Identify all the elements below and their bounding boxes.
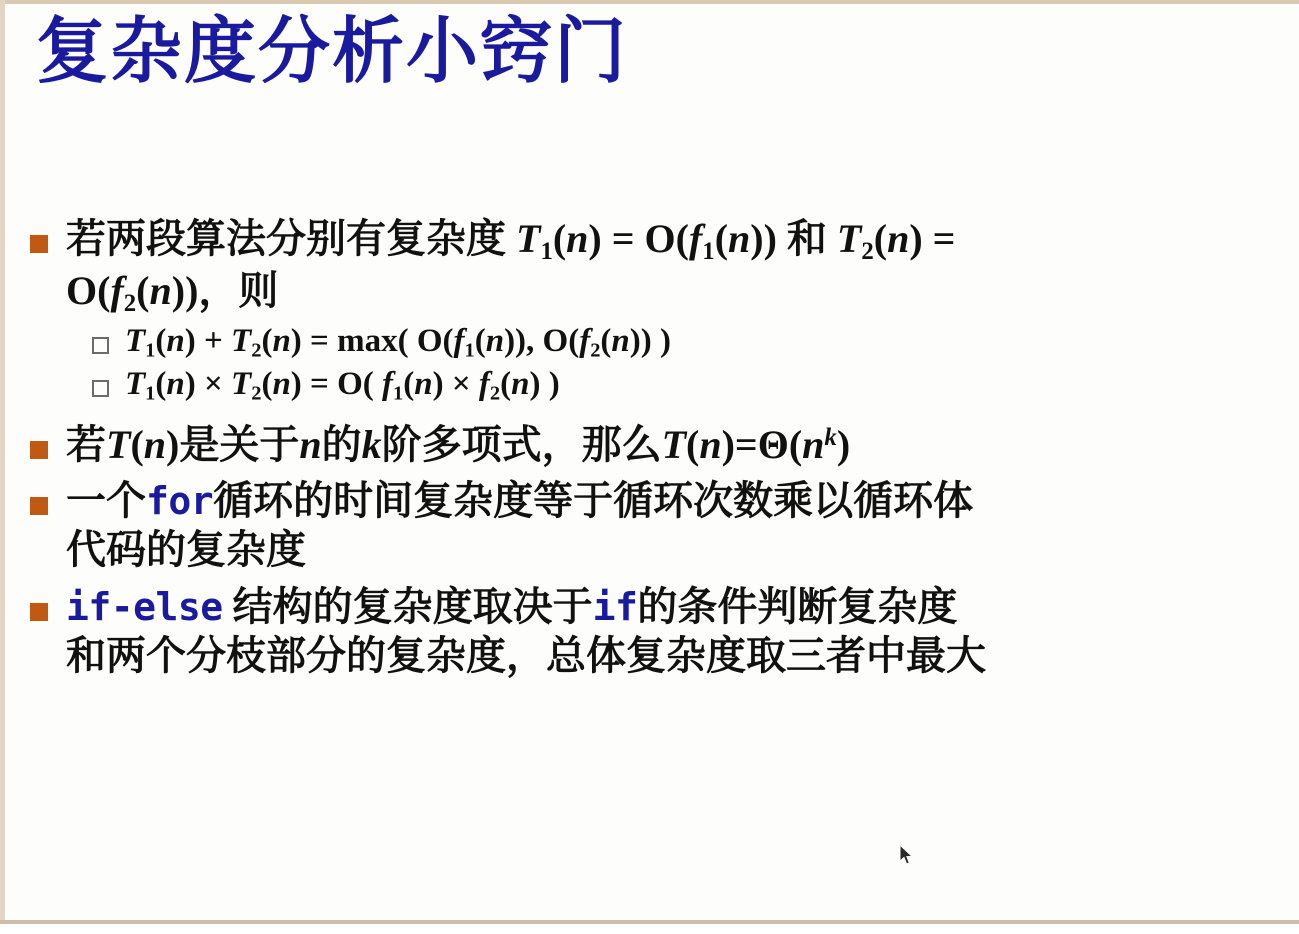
bullet-complexity-sum-text: 若两段算法分别有复杂度 $T_1(n) = O(f_1(n))$ 和 $T_2(n)$ = $O(f_2(n))$，则 xyxy=(66,216,956,318)
sub-sum-rule xyxy=(92,321,1289,364)
bullet-marker-square-icon xyxy=(30,235,48,253)
bullet-polynomial xyxy=(30,421,1289,470)
bullet-complexity-sum xyxy=(30,215,1289,319)
bullet-for-loop-text: 一个for循环的时间复杂度等于循环次数乘以循环体 代码的复杂度 xyxy=(66,478,974,574)
sub-product-rule-text: $T_1(n) \times T_2(n) = O$( $f_1(n) \times f_2(n)$ ) xyxy=(125,366,560,405)
bullet-if-else-text: if-else 结构的复杂度取决于if的条件判断复杂度 和两个分枝部分的复杂度，总体复杂度取三者中最大 xyxy=(66,584,986,679)
bullet-marker-square-icon xyxy=(30,497,48,515)
bullet-for-loop xyxy=(30,477,1289,575)
sub-bullet-marker-icon xyxy=(92,380,109,397)
sub-sum-rule-text: $T_1(n) + T_2(n) = \max$( $O(f_1(n))$, $O(f_2(n))$ ) xyxy=(125,323,671,363)
slide-body xyxy=(30,215,1289,683)
slide-left-border xyxy=(0,0,5,934)
mouse-cursor-icon xyxy=(900,845,914,865)
sub-product-rule xyxy=(92,364,1289,407)
slide-top-border xyxy=(0,0,1299,4)
sub-bullet-marker-icon xyxy=(92,337,109,354)
slide-title: 复杂度分析小窍门 xyxy=(36,9,629,93)
bullet-if-else xyxy=(30,583,1289,681)
slide-bottom-margin xyxy=(0,924,1299,934)
bullet-marker-square-icon xyxy=(30,603,48,621)
bullet-marker-square-icon xyxy=(30,441,48,459)
bullet-polynomial-text: 若T(n)是关于n的k阶多项式，那么$T(n)=\Theta(n^k)$ xyxy=(66,421,851,468)
